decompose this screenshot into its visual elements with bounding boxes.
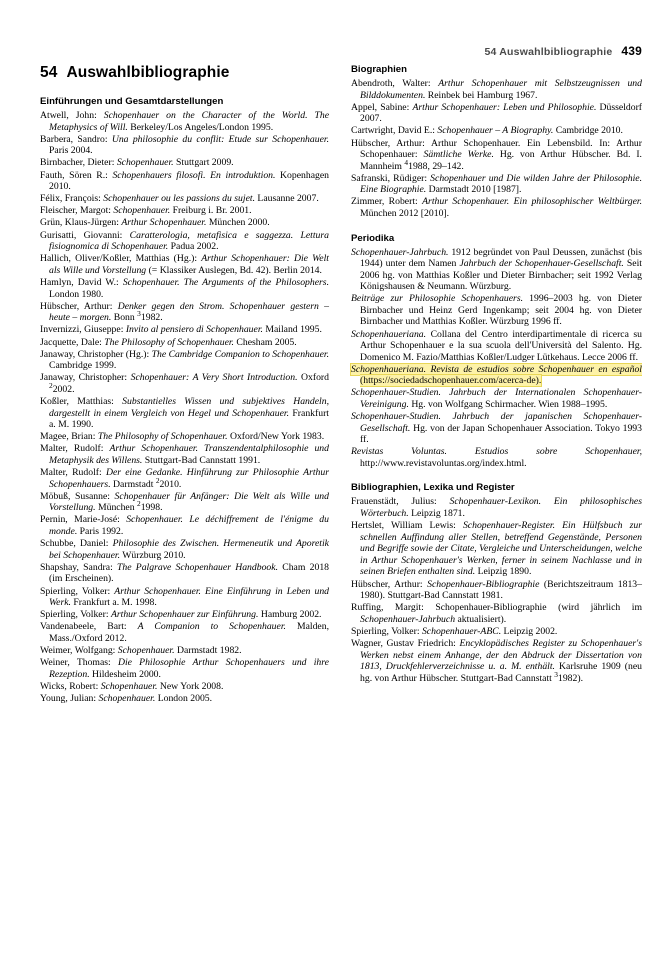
bibliography-entry: Koßler, Matthias: Substantielles Wissen und subjektives Handeln, dargestellt in einem Vergleich von Hegel und Schopenhauer. Frankfurt a. M. 1990.: [40, 396, 329, 431]
chapter-title: Auswahlbibliographie: [66, 64, 230, 81]
bibliography-entry: Hübscher, Arthur: Denker gegen den Strom. Schopenhauer gestern – heute – morgen. Bonn $^3$1982.: [40, 300, 329, 324]
two-column-body: [40, 64, 642, 705]
chapter-number: 54: [40, 64, 58, 81]
bibliography-entry: Malter, Rudolf: Arthur Schopenhauer. Transzendentalphilosophie und Metaphysik des Willens. Stuttgart-Bad Cannstatt 1991.: [40, 443, 329, 466]
bibliography-entry: Hertslet, William Lewis: Schopenhauer-Register. Ein Hülfsbuch zur schnellen Auffindung aller Stellen, betreffend Gegenstände, Personen und Begriffe sowie der Citate, Vergleiche und Unterscheidungen, welche in Arthur Schopenhauer's Werken, ferner in seinem Nachlasse und in seinen Briefen enthalten sind. Leipzig 1890.: [351, 520, 642, 578]
page-title: [40, 64, 329, 82]
bibliography-entry: Appel, Sabine: Arthur Schopenhauer: Leben und Philosophie. Düsseldorf 2007.: [351, 101, 643, 125]
bibliography-list-biographien: [351, 78, 642, 220]
bibliography-entry: Hübscher, Arthur: Schopenhauer-Bibliographie (Berichtszeitraum 1813–1980). Stuttgart-Bad Cannstatt 1981.: [351, 578, 642, 602]
bibliography-entry: Hübscher, Arthur: Arthur Schopenhauer. Ein Lebensbild. In: Arthur Schopenhauer: Sämtliche Werke. Hg. von Arthur Hübscher. Bd. I. Mannheim $^4$1988, 29–142.: [351, 137, 642, 172]
bibliography-entry: Fleischer, Margot: Schopenhauer. Freiburg i. Br. 2001.: [40, 205, 252, 217]
bibliography-entry: Vandenabeele, Bart: A Companion to Schopenhauer. Malden, Mass./Oxford 2012.: [40, 621, 329, 644]
bibliography-entry: Wicks, Robert: Schopenhauer. New York 2008.: [40, 680, 224, 692]
running-head-title: 54 Auswahlbibliographie: [484, 46, 613, 58]
bibliography-entry: Revistas Voluntas. Estudios sobre Schopenhauer, http://www.revistavoluntas.org/index.html.: [351, 446, 642, 469]
bibliography-entry: Barbera, Sandro: Una philosophie du conflit: Etude sur Schopenhauer. Paris 2004.: [40, 133, 329, 157]
bibliography-entry: Schopenhauer-Studien. Jahrbuch der Internationalen Schopenhauer-Vereinigung. Hg. von Wolfgang Schirmacher. Wien 1988–1995.: [351, 387, 642, 411]
bibliography-entry: Schopenhaueriana. Collana del Centro interdipartimentale di ricerca su Arthur Schopenhauer e la sua scuola dell'Università del Salento. Hg. Domenico M. Fazio/Matthias Koßler/Ludger Lütkehaus. Lecce 2006 ff.: [351, 328, 642, 363]
bibliography-entry: Shapshay, Sandra: The Palgrave Schopenhauer Handbook. Cham 2018 (im Erscheinen).: [40, 561, 330, 585]
bibliography-entry: Safranski, Rüdiger: Schopenhauer und Die wilden Jahre der Philosophie. Eine Biographie. Darmstadt 2010 [1987].: [351, 172, 642, 196]
bibliography-list-periodika: [351, 247, 642, 470]
bibliography-entry: Beiträge zur Philosophie Schopenhauers. 1996–2003 hg. von Dieter Birnbacher und Heinz Gerd Ingenkamp; seit 2004 hg. von Dieter Birnbacher und Matthias Koßler. Würzburg 1996 ff.: [351, 293, 642, 328]
bibliography-entry: Janaway, Christopher (Hg.): The Cambridge Companion to Schopenhauer. Cambridge 1999.: [40, 348, 329, 372]
bibliography-entry: Spierling, Volker: Arthur Schopenhauer. Eine Einführung in Leben und Werk. Frankfurt a. M. 1998.: [40, 585, 330, 609]
section-heading-bibliographien: Bibliographien, Lexika und Register: [351, 482, 515, 494]
bibliography-entry: Hamlyn, David W.: Schopenhauer. The Arguments of the Philosophers. London 1980.: [40, 277, 329, 300]
bibliography-entry: Abendroth, Walter: Arthur Schopenhauer mit Selbstzeugnissen und Bilddokumenten. Reinbek bei Hamburg 1967.: [351, 78, 642, 101]
bibliography-entry: Schubbe, Daniel: Philosophie des Zwischen. Hermeneutik und Aporetik bei Schopenhauer. Würzburg 2010.: [40, 538, 329, 561]
bibliography-entry: Schopenhauer-Studien. Jahrbuch der japanischen Schopenhauer-Gesellschaft. Hg. von der Japan Schopenhauer Association. Tokyo 1993 ff.: [351, 411, 642, 446]
bibliography-entry: [351, 364, 642, 387]
bibliography-list-bibliographien: [351, 496, 642, 684]
bibliography-entry: Young, Julian: Schopenhauer. London 2005.: [40, 693, 213, 705]
bibliography-entry: Jacquette, Dale: The Philosophy of Schopenhauer. Chesham 2005.: [40, 336, 297, 348]
bibliography-entry: Wagner, Gustav Friedrich: Encyklopädisches Register zu Schopenhauer's Werken nebst einem Anhange, der den Abdruck der Dissertation von 1813, Druckfehlerverzeichnisse u. a. M. enthält. Karlsruhe 1909 (neu hg. von Arthur Hübscher. Stuttgart-Bad Cannstatt $^3$1982).: [351, 638, 642, 684]
running-head: [484, 44, 642, 58]
bibliography-entry: Birnbacher, Dieter: Schopenhauer. Stuttgart 2009.: [40, 157, 234, 169]
bibliography-entry: Magee, Brian: The Philosophy of Schopenhauer. Oxford/New York 1983.: [40, 431, 325, 443]
bibliography-entry: Weimer, Wolfgang: Schopenhauer. Darmstadt 1982.: [40, 645, 242, 657]
bibliography-entry: Atwell, John: Schopenhauer on the Character of the World. The Metaphysics of Will. Berkeley/Los Angeles/London 1995.: [40, 110, 330, 133]
bibliography-entry: Spierling, Volker: Arthur Schopenhauer zur Einführung. Hamburg 2002.: [40, 609, 322, 621]
section-heading-biographien: Biographien: [351, 64, 407, 75]
bibliography-entry: Weiner, Thomas: Die Philosophie Arthur Schopenhauers und ihre Rezeption. Hildesheim 2000.: [40, 657, 329, 680]
page-number: 439: [621, 44, 642, 58]
bibliography-entry: Schopenhauer-Jahrbuch. 1912 begründet von Paul Deussen, zunächst (bis 1944) unter dem Namen Jahrbuch der Schopenhauer-Gesellschaft. Seit 2006 hg. von Matthias Koßler und Dieter Birnbacher; seit 1992 Verlag Königshausen & Neumann. Würzburg.: [351, 246, 642, 293]
bibliography-entry: Zimmer, Robert: Arthur Schopenhauer. Ein philosophischer Weltbürger. München 2012 [2010].: [351, 196, 642, 219]
bibliography-entry: Gurisatti, Giovanni: Caratterologia, metafisica e saggezza. Lettura fisiognomica di Schopenhauer. Padua 2002.: [40, 229, 330, 253]
bibliography-entry: Fauth, Sören R.: Schopenhauers filosofi. En introduktion. Kopenhagen 2010.: [40, 169, 329, 193]
bibliography-entry: Janaway, Christopher: Schopenhauer: A Very Short Introduction. Oxford $^2$2002.: [40, 372, 329, 395]
bibliography-entry: Invernizzi, Giuseppe: Invito al pensiero di Schopenhauer. Mailand 1995.: [40, 324, 322, 336]
page-sheet: [40, 24, 642, 920]
bibliography-entry: Pernin, Marie-José: Schopenhauer. Le déchiffrement de l'énigme du monde. Paris 1992.: [40, 514, 329, 538]
bibliography-entry: Hallich, Oliver/Koßler, Matthias (Hg.): Arthur Schopenhauer: Die Welt als Wille und Vorstellung (= Klassiker Auslegen, Bd. 42). Berlin 2014.: [40, 253, 329, 276]
bibliography-entry: Frauenstädt, Julius: Schopenhauer-Lexikon. Ein philosophisches Wörterbuch. Leipzig 1871.: [351, 496, 642, 520]
bibliography-entry: Cartwright, David E.: Schopenhauer – A Biography. Cambridge 2010.: [351, 125, 623, 137]
right-column: [351, 64, 642, 705]
bibliography-entry: Möbuß, Susanne: Schopenhauer für Anfänger: Die Welt als Wille und Vorstellung. München $^2$1998.: [40, 490, 329, 514]
bibliography-entry: Grün, Klaus-Jürgen: Arthur Schopenhauer. München 2000.: [40, 217, 270, 229]
bibliography-entry: Ruffing, Margit: Schopenhauer-Bibliographie (wird jährlich im Schopenhauer-Jahrbuch aktualisiert).: [351, 602, 642, 625]
bibliography-list-einfuehrungen: [40, 110, 329, 705]
bibliography-entry: Félix, François: Schopenhauer ou les passions du sujet. Lausanne 2007.: [40, 193, 319, 205]
highlighted-text: Schopenhaueriana. Revista de estudios sobre Schopenhauer en español (https://sociedadschopenhauer.com/acerca-de).: [351, 363, 642, 387]
section-heading-periodika: Periodika: [351, 232, 395, 244]
section-heading-einfuehrungen: Einführungen und Gesamtdarstellungen: [40, 96, 224, 107]
bibliography-entry: Spierling, Volker: Schopenhauer-ABC. Leipzig 2002.: [351, 625, 558, 637]
left-column: [40, 64, 329, 705]
bibliography-entry: Malter, Rudolf: Der eine Gedanke. Hinführung zur Philosophie Arthur Schopenhauers. Darmstadt $^2$2010.: [40, 467, 329, 490]
